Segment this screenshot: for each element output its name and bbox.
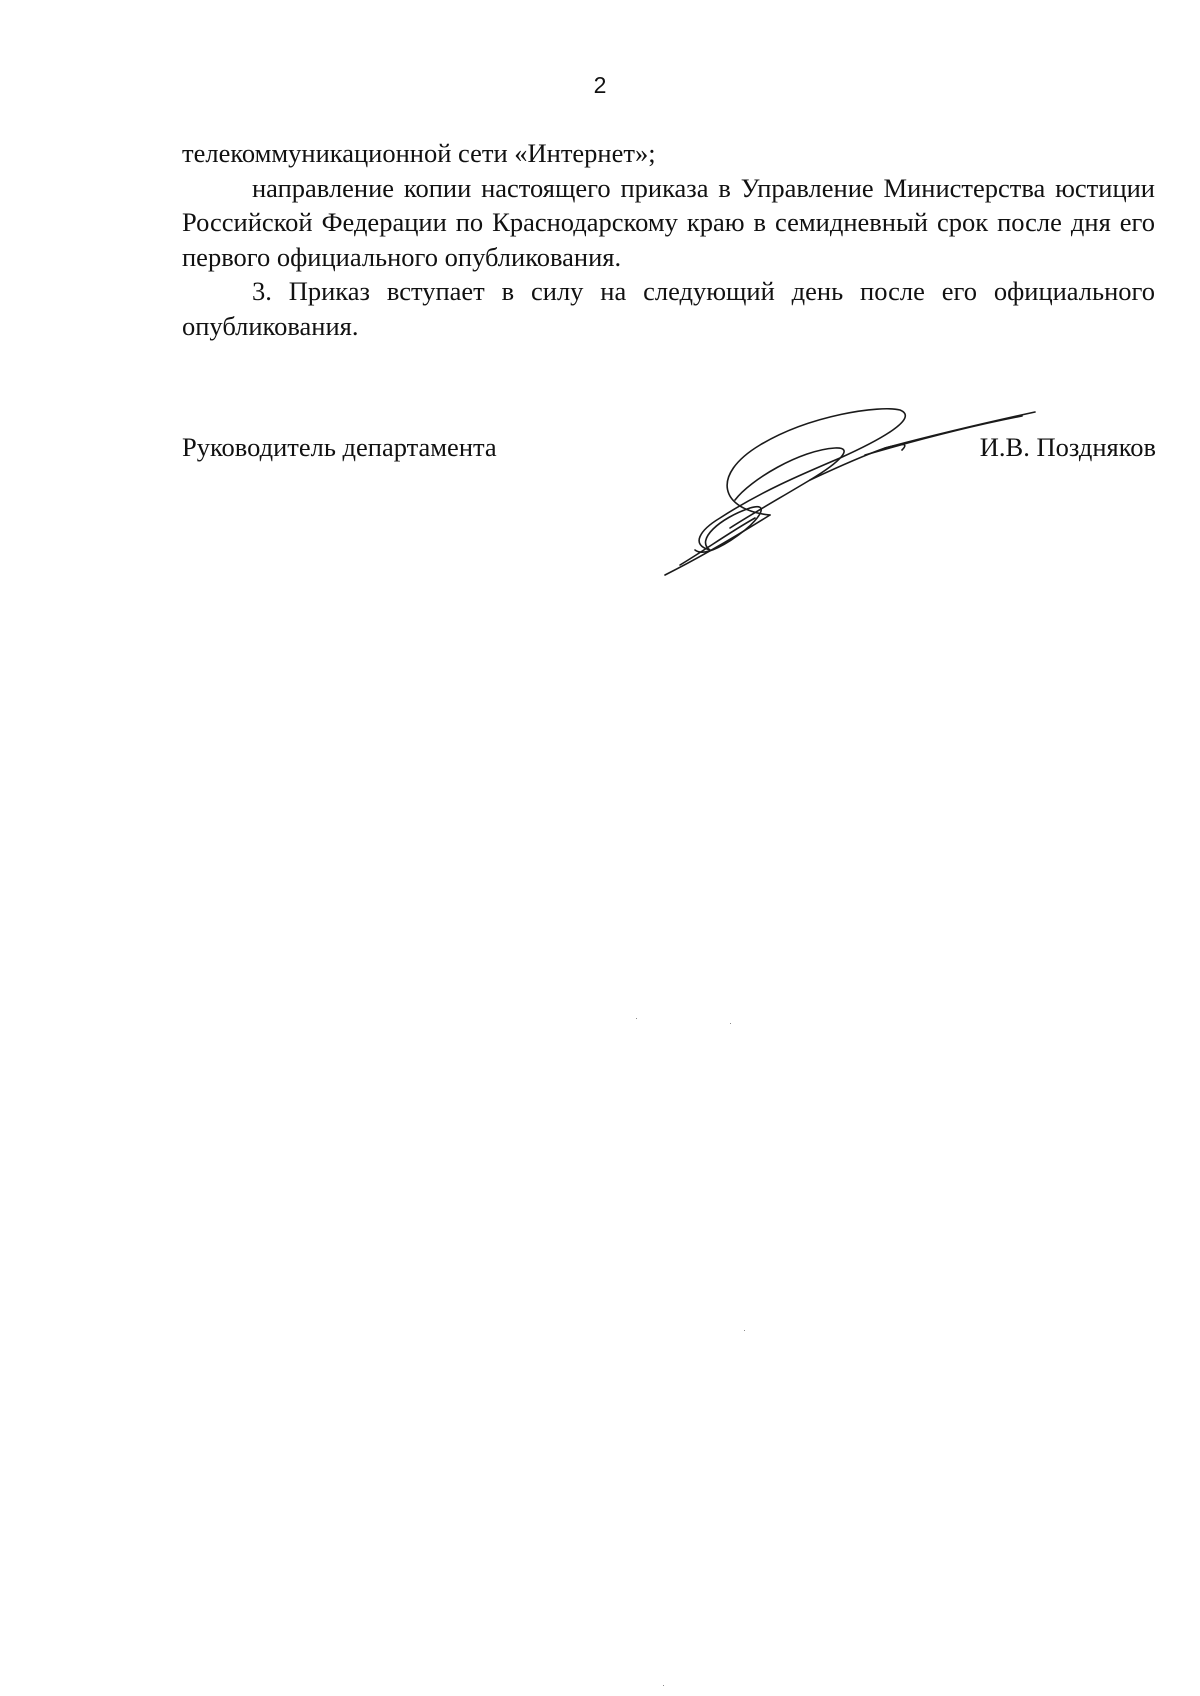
scan-speck [663, 1685, 664, 1686]
scan-speck [744, 1330, 745, 1331]
signer-position: Руководитель департамента [182, 432, 497, 462]
page-number: 2 [593, 72, 607, 98]
paragraph-effective-date: 3. Приказ вступает в силу на следующий день после его официального опубликования. [182, 276, 1155, 341]
document-body [182, 136, 1155, 343]
signer-name: И.В. Поздняков [979, 432, 1156, 462]
paragraph-continuation: телекоммуникационной сети «Интернет»; [182, 138, 656, 168]
paragraph-copy-direction: направление копии настоящего приказа в Управление Министерства юстиции Российской Федерации по Краснодарскому краю в семидневный срок после дня его первого официального опубликования. [182, 172, 1155, 272]
scan-speck [730, 1023, 731, 1024]
scan-speck [636, 1018, 637, 1019]
handwritten-signature [650, 400, 1050, 580]
